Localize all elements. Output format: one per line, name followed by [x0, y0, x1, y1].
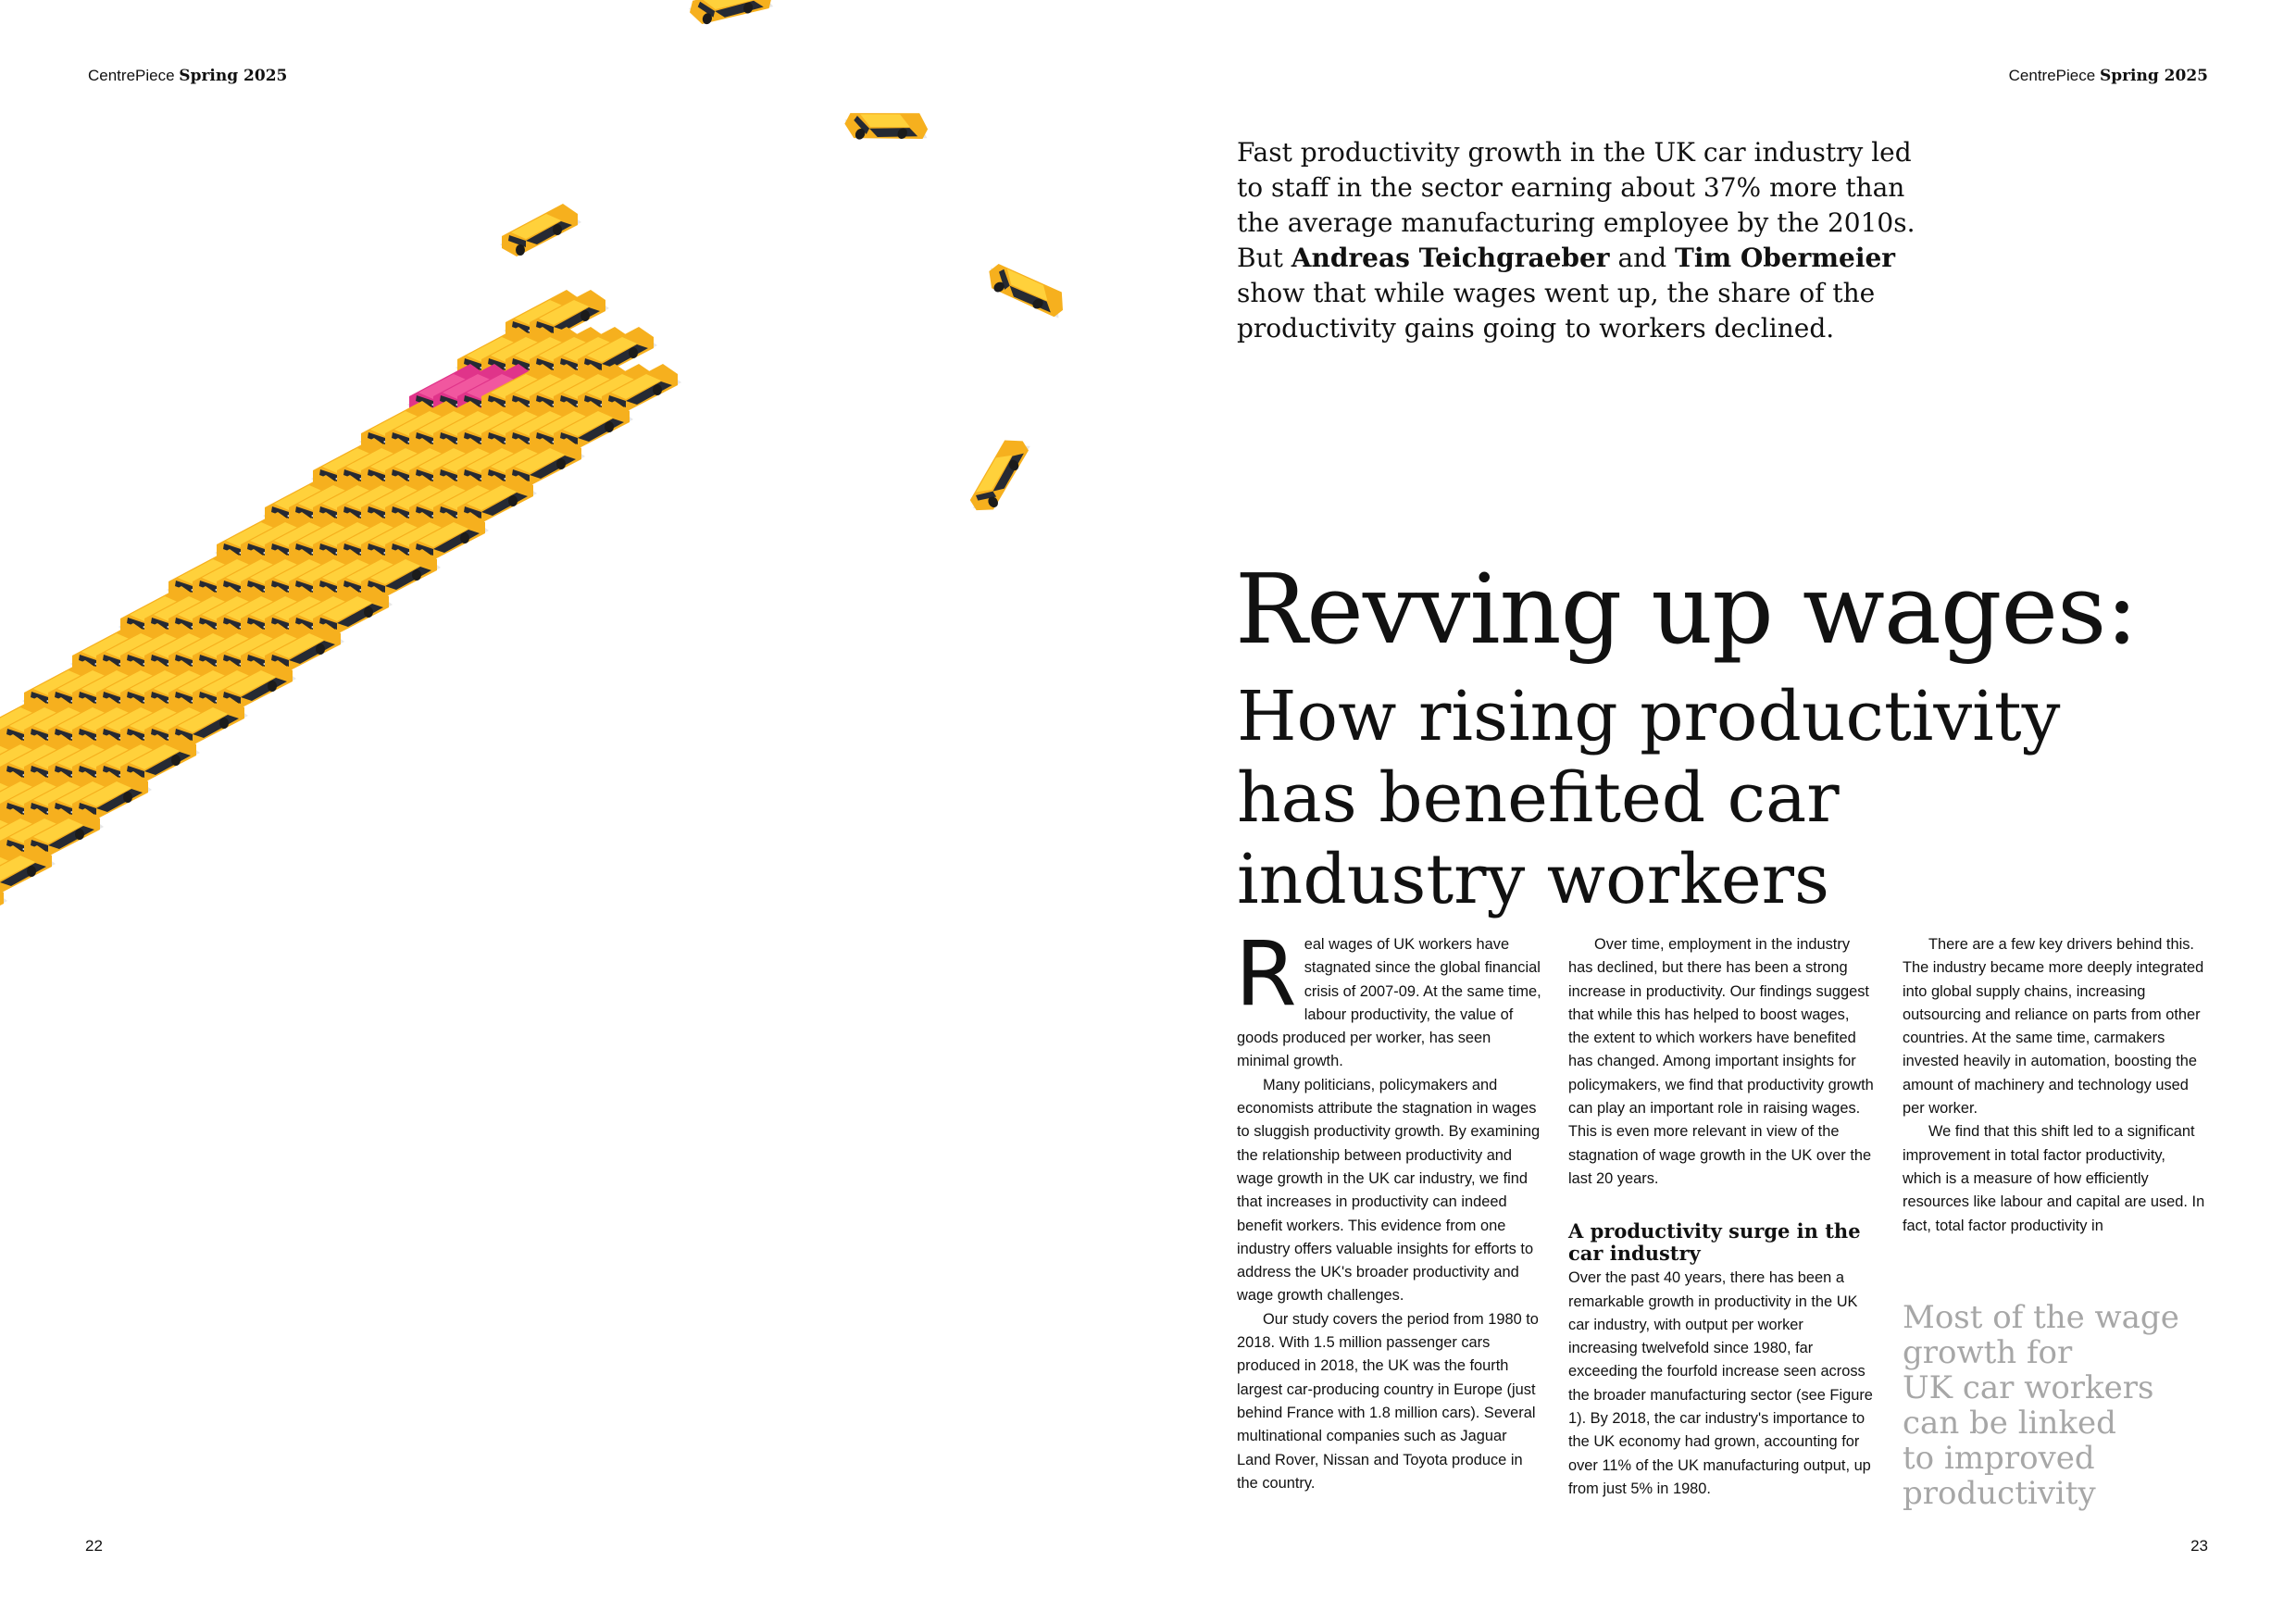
pull-quote	[1903, 1300, 2236, 1511]
issue-label: Spring 2025	[179, 67, 288, 85]
article-title: Revving up wages:	[1235, 553, 2138, 666]
yellow-car	[839, 83, 935, 169]
author-name: Andreas Teichgraeber	[1291, 243, 1610, 273]
pull-quote-line: can be linked	[1903, 1405, 2116, 1442]
drop-cap: R	[1235, 922, 1297, 1026]
yellow-car	[500, 204, 581, 256]
body-paragraph: There are a few key drivers behind this. The industry became more deeply integrated into global supply chains, increasing outsourcing and reliance on parts from other countries. At the same time, carmakers invested heavily in automation, boosting the amount of machinery and technology used per worker.	[1903, 936, 2204, 1118]
article-subtitle	[1237, 676, 2163, 920]
body-paragraph: Many politicians, policymakers and economists attribute the stagnation in wages to sluggish productivity growth. By examining the relationship between productivity and wage growth in the UK car industry, we find that increases in productivity can indeed benefit workers. This evidence from one industry offers valuable insights for efforts to address the UK's broader productivity and wage growth challenges.	[1237, 1076, 1541, 1305]
pull-quote-line: productivity	[1903, 1475, 2096, 1512]
pull-quote-line: UK car workers	[1903, 1369, 2154, 1406]
yellow-car	[686, 0, 778, 40]
yellow-car	[981, 243, 1073, 339]
body-column-3	[1903, 933, 2208, 1238]
body-paragraph: Our study covers the period from 1980 to 2018. With 1.5 million passenger cars produced in 2018, the UK was the fourth largest car-producing country in Europe (just behind France with 1.8 million cars). Several multinational companies such as Jaguar Land Rover, Nissan and Toyota produce in the country.	[1237, 1310, 1539, 1492]
running-head-right	[2009, 67, 2208, 85]
page-number-left: 22	[85, 1537, 103, 1555]
intro-standfirst: Fast productivity growth in the UK car industry led to staff in the sector earning about 37% more than the average manufacturing employee by the 2010s. But Andreas Teichgraeber and Tim Obermeier show that while wages went up, the share of the productivity gains going to workers declined.	[1237, 137, 1915, 344]
issue-label: Spring 2025	[2099, 67, 2208, 85]
pull-quote-line: to improved	[1903, 1440, 2095, 1477]
section-subhead: A productivity surge in the car industry	[1568, 1219, 1861, 1266]
body-paragraph: We find that this shift led to a significant improvement in total factor productivity, which is a measure of how efficiently resources like labour and capital are used. In fact, total factor productivity in	[1903, 1123, 2205, 1234]
author-name: Tim Obermeier	[1675, 243, 1896, 273]
page-number-right: 23	[2190, 1537, 2208, 1555]
subtitle-line: industry workers	[1237, 840, 1830, 919]
yellow-car	[952, 431, 1049, 518]
publication-name: CentrePiece	[88, 67, 175, 84]
publication-name: CentrePiece	[2008, 67, 2096, 84]
body-paragraph: Over time, employment in the industry has declined, but there has been a strong increase in productivity. Our findings suggest that while this has helped to boost wages, the extent to which workers have benefited has changed. Among important insights for policymakers, we find that productivity growth can play an important role in raising wages. This is even more relevant in view of the stagnation of wage growth in the UK over the last 20 years.	[1568, 936, 1874, 1187]
body-paragraph: Real wages of UK workers have stagnated since the global financial crisis of 2007-09. At the same time, labour productivity, the value of goods produced per worker, has seen minimal growth.	[1235, 922, 1541, 1070]
subtitle-line: How rising productivity	[1237, 677, 2061, 756]
body-paragraph: Over the past 40 years, there has been a remarkable growth in productivity in the UK car industry, with output per worker increasing twelvefold since 1980, far exceeding the fourfold increase seen across the broader manufacturing sector (see Figure 1). By 2018, the car industry's importance to the UK economy had grown, accounting for over 11% of the UK manufacturing output, up from just 5% in 1980.	[1568, 1269, 1873, 1497]
pull-quote-line: Most of the wage	[1903, 1299, 2179, 1336]
body-column-2	[1568, 933, 1874, 1501]
subtitle-line: has benefited car	[1237, 758, 1840, 838]
pull-quote-line: growth for	[1903, 1334, 2073, 1371]
body-column-1	[1235, 922, 1542, 1495]
